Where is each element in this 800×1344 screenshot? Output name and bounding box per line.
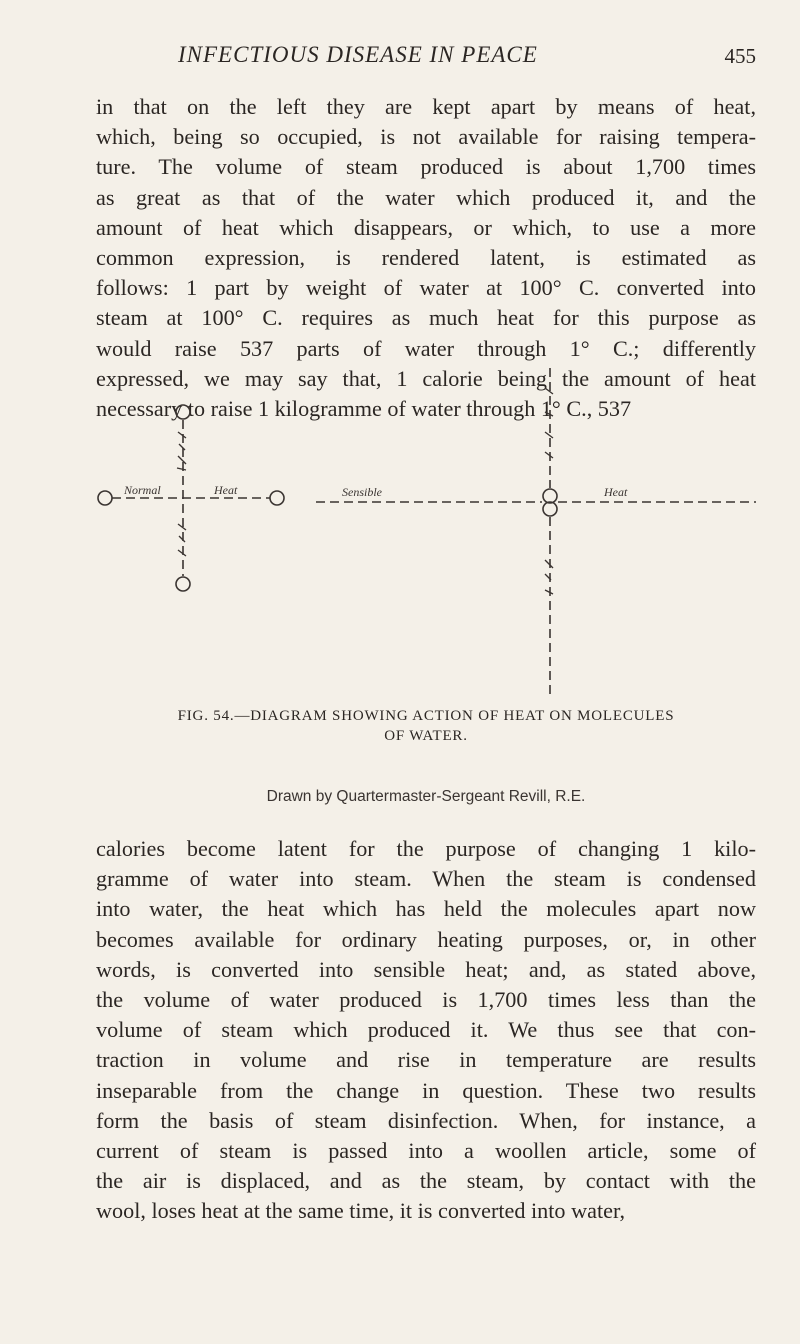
paragraph-2: [96, 834, 756, 1227]
figure-caption: [96, 706, 756, 746]
text-line: amount of heat which disappears, or which, to use a more: [96, 214, 756, 240]
molecule-bottom: [176, 577, 190, 591]
label-sensible: Sensible: [342, 485, 382, 499]
text-line: which, being so occupied, is not available for raising tempera-: [96, 124, 756, 150]
label-normal: Normal: [124, 483, 161, 497]
molecule-upper: [543, 489, 557, 503]
page-number: 455: [724, 44, 756, 68]
figure-credit: Drawn by Quartermaster-Sergeant Revill, R.E.: [266, 788, 586, 805]
scribble-mark: [177, 432, 186, 470]
caption-line: OF WATER.: [384, 728, 468, 744]
molecule-top: [176, 405, 190, 419]
text-line: the volume of water produced is 1,700 times less than the: [96, 987, 756, 1013]
text-line: necessary to raise 1 kilogramme of water through 1° C., 537: [96, 396, 632, 422]
molecule-right: [270, 491, 284, 505]
text-line: steam at 100° C. requires as much heat for this purpose as: [96, 305, 756, 331]
scribble-mark: [178, 524, 186, 556]
caption-line: FIG. 54.—DIAGRAM SHOWING ACTION OF HEAT ON MOLECULES: [177, 708, 675, 724]
figure-54: [96, 368, 756, 744]
text-line: common expression, is rendered latent, is estimated as: [96, 245, 756, 271]
text-line: words, is converted into sensible heat; and, as stated above,: [96, 956, 756, 982]
text-line: follows: 1 part by weight of water at 100° C. converted into: [96, 275, 756, 301]
text-line: ture. The volume of steam produced is about 1,700 times: [96, 154, 756, 180]
running-head: [96, 42, 756, 70]
text-line: wool, loses heat at the same time, it is converted into water,: [96, 1198, 626, 1224]
text-line: volume of steam which produced it. We thus see that con-: [96, 1017, 756, 1043]
text-line: into water, the heat which has held the molecules apart now: [96, 896, 756, 922]
text-line: traction in volume and rise in temperature are results: [96, 1047, 756, 1073]
text-line: would raise 537 parts of water through 1° C.; differently: [96, 335, 756, 361]
text-line: form the basis of steam disinfection. When, for instance, a: [96, 1107, 756, 1133]
label-heat-right: Heat: [604, 485, 628, 499]
text-line: gramme of water into steam. When the steam is condensed: [96, 866, 756, 892]
text-line: expressed, we may say that, 1 calorie being the amount of heat: [96, 365, 756, 391]
running-title: INFECTIOUS DISEASE IN PEACE: [178, 42, 538, 67]
scribble-mark: [545, 388, 553, 458]
molecule-left: [98, 491, 112, 505]
label-heat-left: Heat: [214, 483, 238, 497]
text-line: inseparable from the change in question. These two results: [96, 1077, 756, 1103]
molecule-diagram: [96, 368, 756, 698]
text-line: in that on the left they are kept apart by means of heat,: [96, 94, 756, 119]
text-line: becomes available for ordinary heating purposes, or, in other: [96, 926, 756, 952]
text-line: as great as that of the water which produced it, and the: [96, 184, 756, 210]
text-line: the air is displaced, and as the steam, by contact with the: [96, 1168, 756, 1194]
text-line: calories become latent for the purpose of changing 1 kilo-: [96, 836, 756, 861]
scribble-mark: [545, 560, 553, 594]
text-line: current of steam is passed into a woollen article, some of: [96, 1138, 756, 1164]
molecule-lower: [543, 502, 557, 516]
